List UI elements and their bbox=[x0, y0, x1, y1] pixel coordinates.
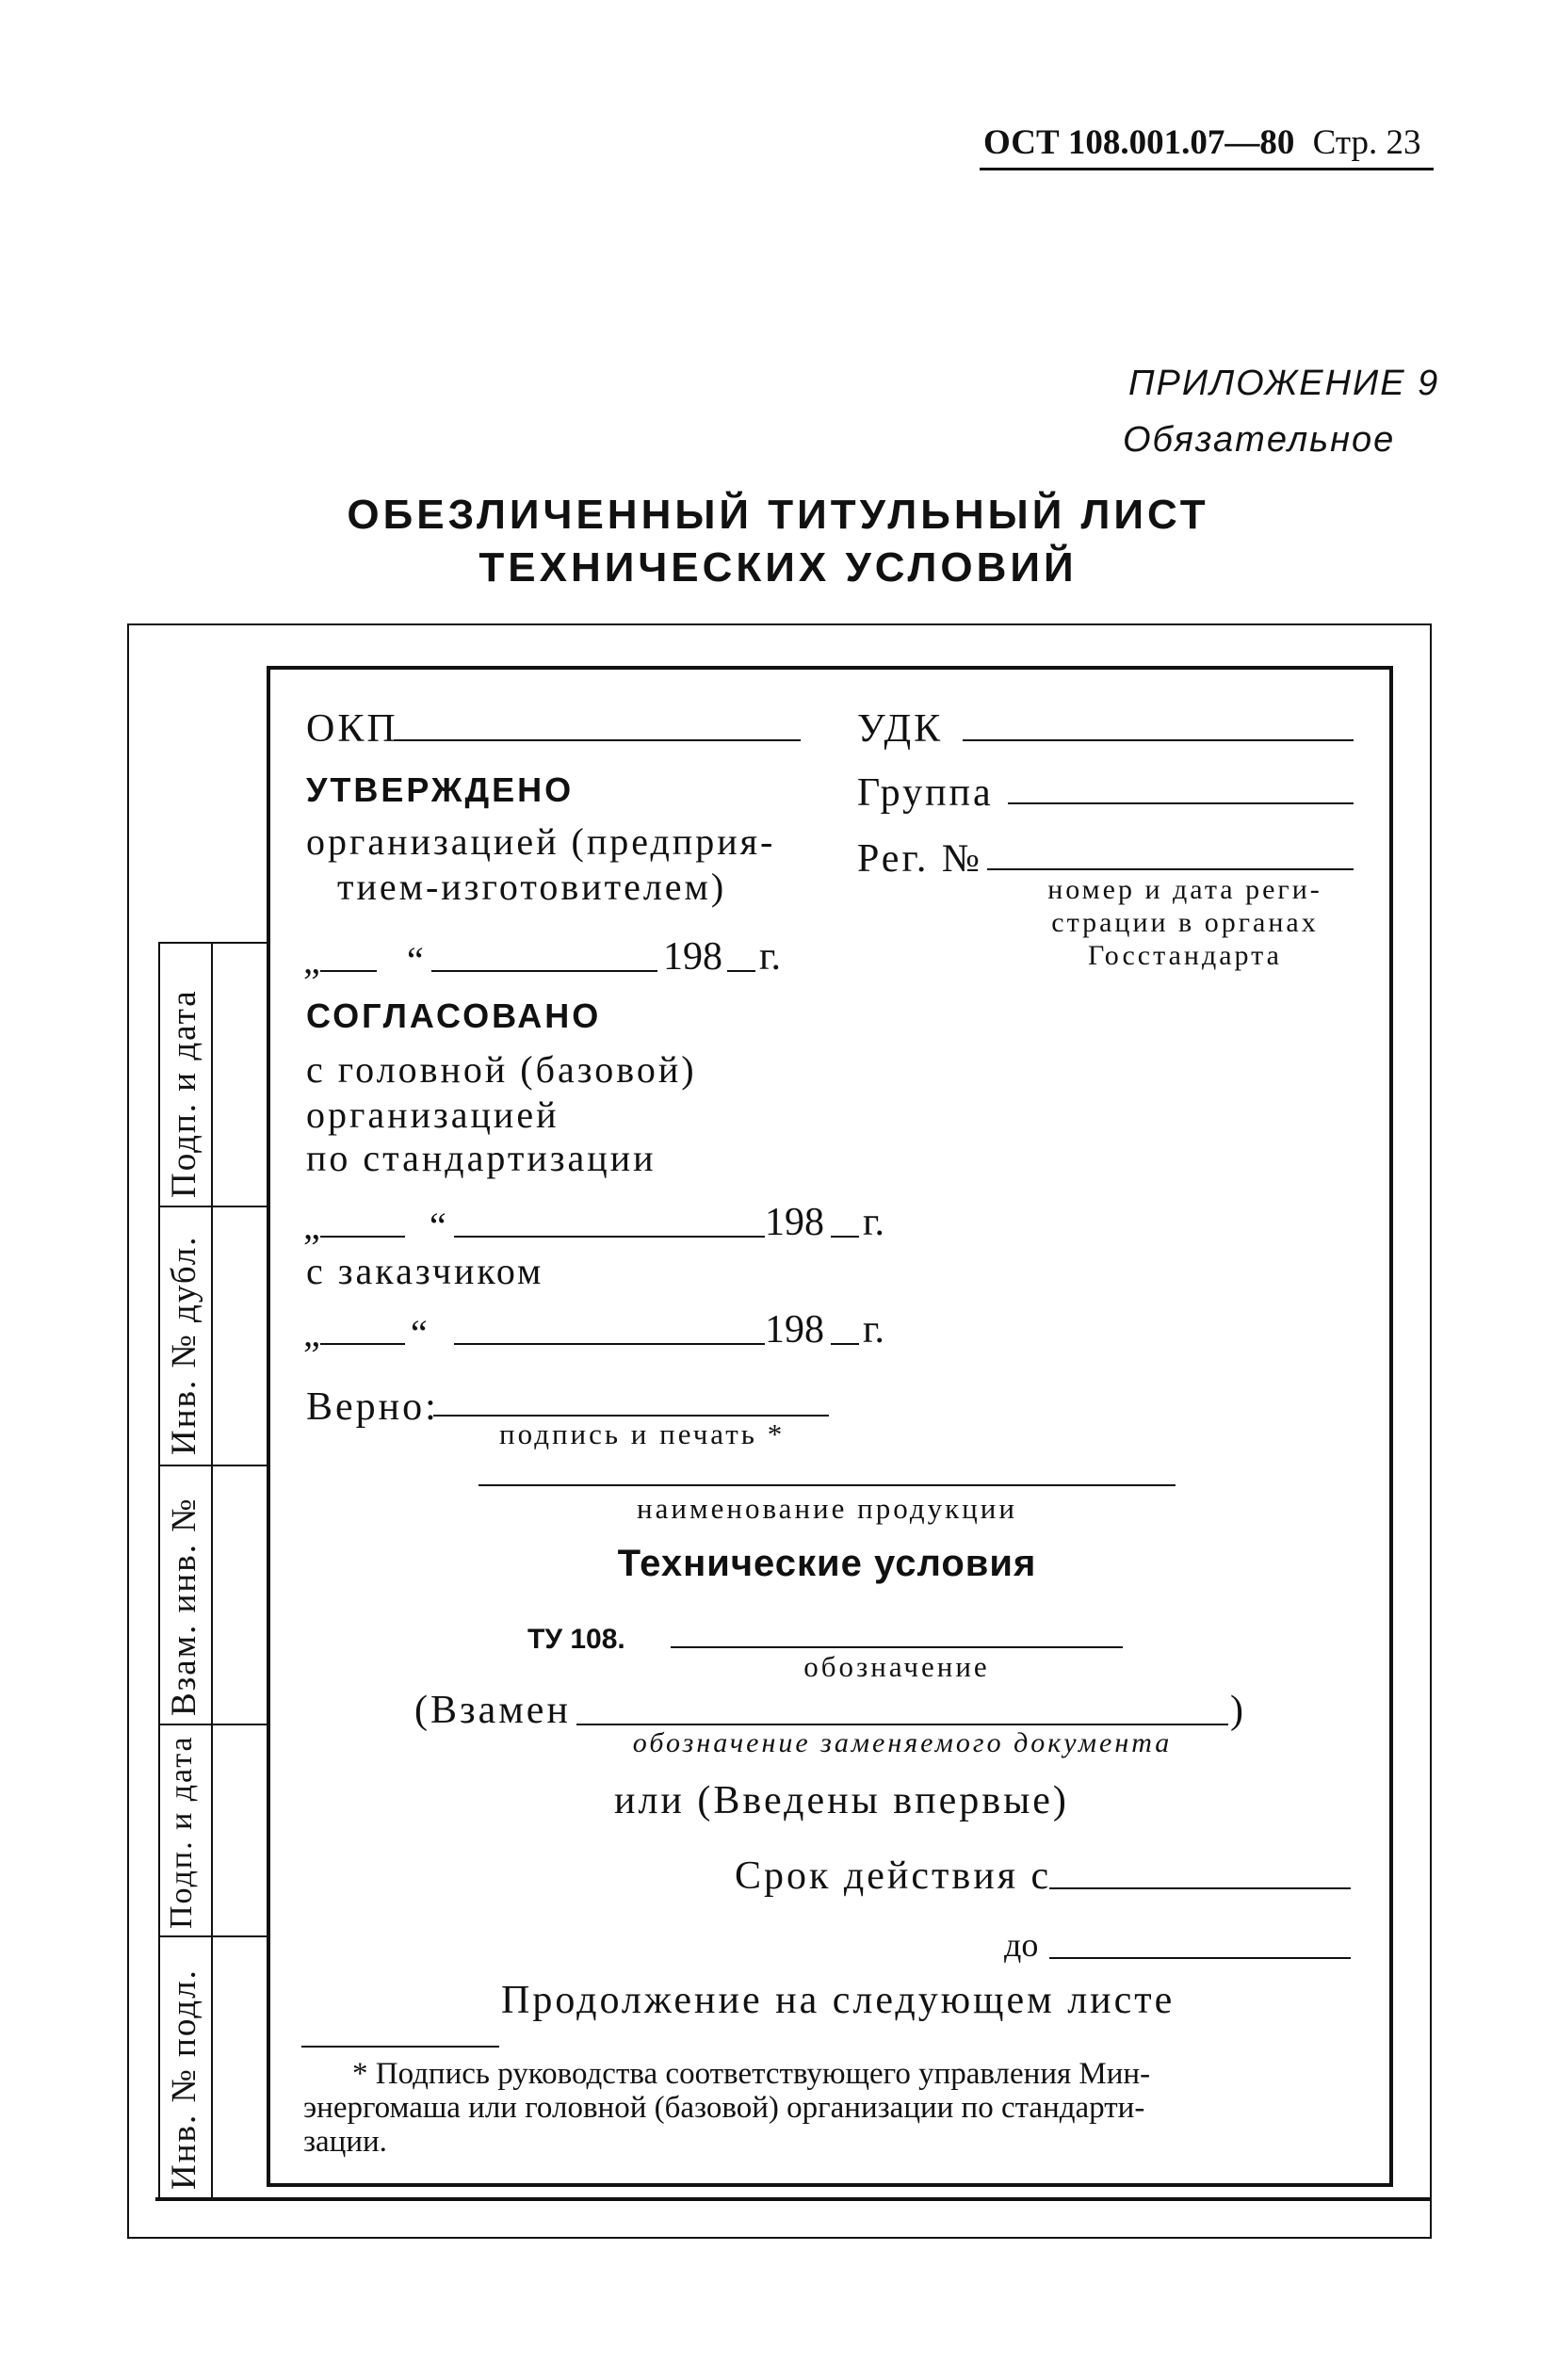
reg-caption-line2: страции в органах bbox=[1051, 907, 1319, 938]
side-cell-replace-inv: Взам. инв. № bbox=[165, 1497, 203, 1716]
approved-line2: тием-изготовителем) bbox=[337, 866, 727, 908]
side-cell-dup-inv: Инв. № дубл. bbox=[165, 1235, 203, 1455]
customer-date-open: „ bbox=[303, 1312, 320, 1354]
side-cell-sign-date-1: Подп. и дата bbox=[165, 989, 203, 1198]
approved-date-mid: “ bbox=[407, 939, 424, 981]
document-code-header bbox=[983, 122, 1420, 163]
inner-frame-bottom bbox=[267, 2183, 1393, 2187]
customer-date-mid: “ bbox=[411, 1312, 428, 1354]
okp-label: ОКП bbox=[306, 707, 398, 751]
customer-day-line bbox=[320, 1343, 405, 1345]
udk-field-line bbox=[963, 739, 1354, 741]
validity-to-line bbox=[1049, 1957, 1351, 1959]
side-divider-1 bbox=[158, 1206, 267, 1207]
agreed-month-line bbox=[454, 1236, 765, 1238]
side-table-top bbox=[158, 942, 267, 944]
validity-from-label: Срок действия с bbox=[735, 1854, 1052, 1898]
customer-label: с заказчиком bbox=[306, 1250, 544, 1292]
side-cell-orig-inv: Инв. № подл. bbox=[165, 1968, 203, 2190]
agreed-line2: организацией bbox=[306, 1093, 560, 1136]
lower-frame-line bbox=[155, 2197, 1432, 2201]
signature-caption: подпись и печать * bbox=[499, 1417, 786, 1450]
appendix-status: Обязательное bbox=[1123, 420, 1396, 460]
outer-frame-right bbox=[1430, 623, 1432, 2239]
page-number: Стр. 23 bbox=[1312, 123, 1421, 162]
side-table-mid-border bbox=[211, 942, 213, 2199]
footnote-line2: энергомаша или головной (базовой) организации по стандарти- bbox=[303, 2091, 1145, 2125]
tu-prefix: ТУ 108. bbox=[527, 1624, 625, 1655]
side-cell-sign-date-2: Подп. и дата bbox=[164, 1735, 199, 1929]
agreed-line1: с головной (базовой) bbox=[306, 1048, 697, 1091]
verified-label: Верно: bbox=[306, 1385, 439, 1429]
okp-field-line bbox=[394, 739, 801, 741]
side-table-left-border bbox=[158, 942, 160, 2199]
inner-frame-right bbox=[1389, 666, 1393, 2187]
doc-type-title: Технические условия bbox=[617, 1543, 1037, 1584]
reg-no-label: Рег. № bbox=[857, 837, 983, 881]
validity-to-label: до bbox=[1004, 1926, 1039, 1964]
standard-code: ОСТ 108.001.07—80 bbox=[983, 123, 1295, 162]
tu-designation-line bbox=[671, 1646, 1123, 1648]
inner-frame-left bbox=[267, 666, 270, 2187]
inner-frame-top bbox=[267, 666, 1392, 670]
side-divider-2 bbox=[158, 1465, 267, 1466]
replace-open: (Взамен bbox=[414, 1689, 571, 1732]
signature-line bbox=[433, 1415, 829, 1417]
customer-year: 198 bbox=[765, 1308, 824, 1352]
side-divider-4 bbox=[158, 1935, 267, 1937]
approved-day-line bbox=[320, 970, 377, 972]
product-name-line bbox=[478, 1484, 1176, 1486]
outer-frame-left bbox=[127, 623, 129, 2239]
reg-caption-line1: номер и дата реги- bbox=[1047, 874, 1322, 905]
replaced-doc-line bbox=[576, 1724, 1228, 1725]
approved-line1: организацией (предприя- bbox=[306, 820, 776, 863]
agreed-year-suffix: г. bbox=[863, 1201, 884, 1244]
appendix-label: ПРИЛОЖЕНИЕ 9 bbox=[1128, 364, 1440, 403]
customer-year-line bbox=[831, 1343, 859, 1345]
udk-label: УДК bbox=[857, 707, 944, 751]
approved-heading: УТВЕРЖДЕНО bbox=[306, 770, 575, 809]
reg-caption-line3: Госстандарта bbox=[1088, 940, 1282, 971]
customer-year-suffix: г. bbox=[863, 1308, 884, 1352]
approved-year-line bbox=[727, 970, 755, 972]
page-title-line1: ОБЕЗЛИЧЕННЫЙ ТИТУЛЬНЫЙ ЛИСТ bbox=[347, 492, 1209, 538]
agreed-date-open: „ bbox=[303, 1205, 320, 1247]
footnote-line3: зации. bbox=[303, 2125, 387, 2159]
agreed-heading: СОГЛАСОВАНО bbox=[306, 996, 602, 1035]
outer-frame-top bbox=[127, 623, 1432, 625]
replace-caption: обозначение заменяемого документа bbox=[632, 1727, 1173, 1758]
footnote-separator bbox=[301, 2046, 499, 2048]
outer-frame-bottom bbox=[127, 2237, 1432, 2239]
agreed-year: 198 bbox=[765, 1201, 824, 1244]
agreed-date-mid: “ bbox=[430, 1205, 446, 1247]
agreed-line3: по стандартизации bbox=[306, 1137, 657, 1179]
approved-year-suffix: г. bbox=[759, 935, 781, 979]
footnote-line1: * Подпись руководства соответствующего управления Мин- bbox=[352, 2057, 1151, 2091]
approved-month-line bbox=[431, 970, 657, 972]
group-label: Группа bbox=[857, 771, 994, 815]
replace-close: ) bbox=[1230, 1689, 1243, 1732]
header-underline bbox=[980, 168, 1434, 170]
designation-caption: обозначение bbox=[803, 1650, 990, 1683]
validity-from-line bbox=[1049, 1887, 1351, 1889]
approved-date-open: „ bbox=[303, 939, 320, 981]
approved-year: 198 bbox=[663, 935, 722, 979]
agreed-year-line bbox=[831, 1236, 859, 1238]
page-title-line2: ТЕХНИЧЕСКИХ УСЛОВИЙ bbox=[478, 544, 1078, 591]
product-caption: наименование продукции bbox=[637, 1492, 1017, 1525]
or-new-text: или (Введены впервые) bbox=[614, 1779, 1069, 1822]
agreed-day-line bbox=[320, 1236, 405, 1238]
reg-no-field-line bbox=[987, 868, 1354, 870]
group-field-line bbox=[1008, 802, 1354, 804]
continued-text: Продолжение на следующем листе bbox=[501, 1979, 1176, 2022]
customer-month-line bbox=[454, 1343, 765, 1345]
side-divider-3 bbox=[158, 1724, 267, 1725]
